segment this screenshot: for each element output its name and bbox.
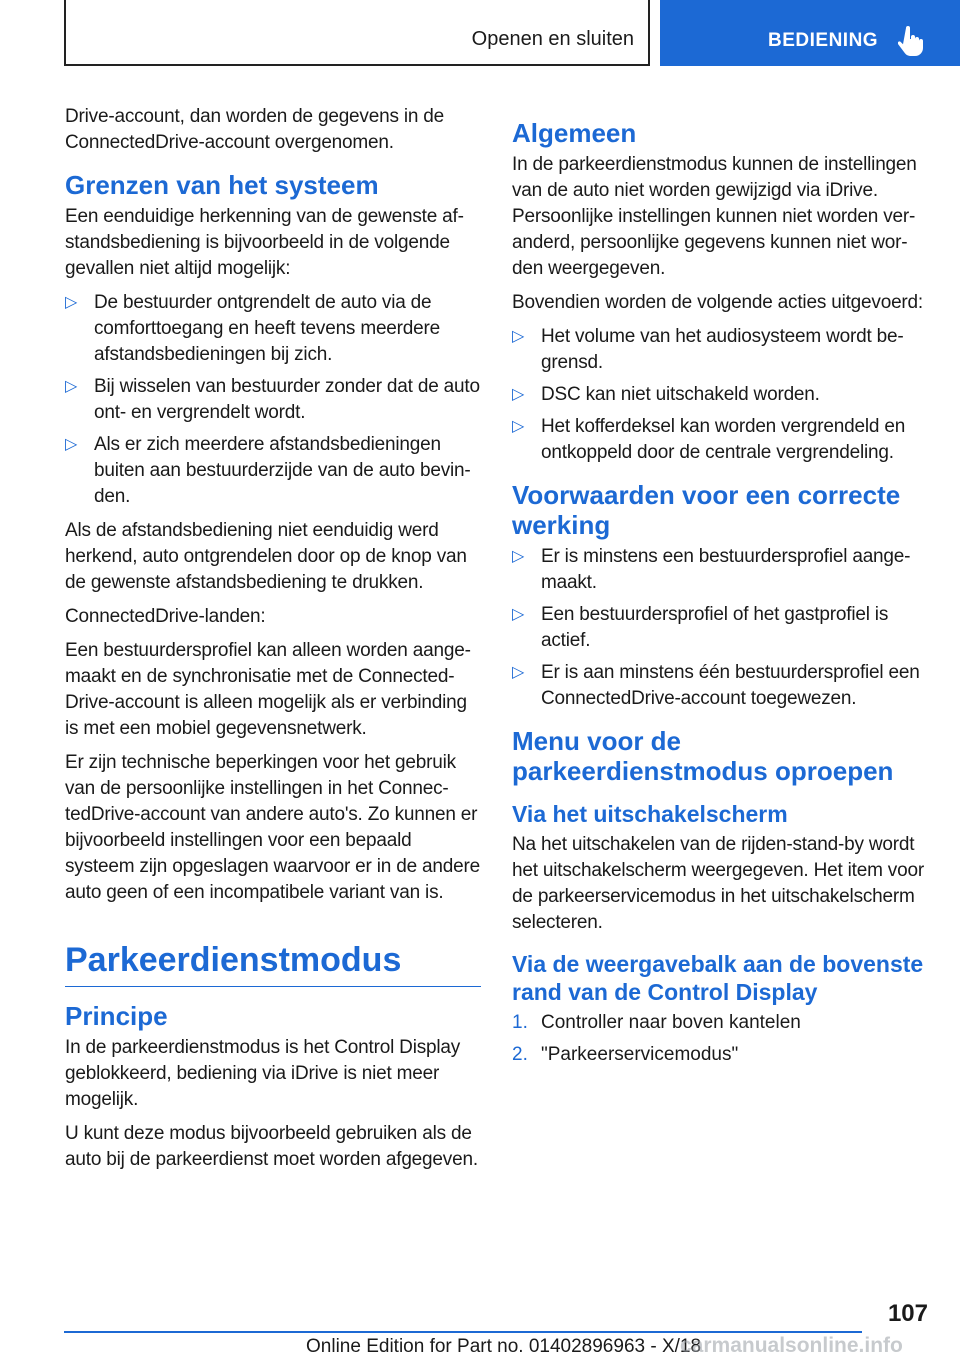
- grenzen-list: [65, 290, 481, 510]
- list-item: ▷ Als er zich meerdere afstandsbedieningen buiten aan bestuurderzijde van de auto bevinden.: [65, 434, 471, 507]
- right-column: [512, 104, 930, 1074]
- triangle-bullet-icon: ▷: [65, 436, 78, 453]
- left-column: [65, 104, 481, 1181]
- list-item: ▷ Het volume van het audiosysteem wordt begrensd.: [512, 326, 904, 373]
- step-item: 1. Controller naar boven kantelen: [512, 1010, 930, 1036]
- list-item: ▷ Het kofferdeksel kan worden vergrendeld en ontkoppeld door de centrale vergrendeling.: [512, 416, 906, 463]
- heading-uitschakelscherm: Via het uitschakelscherm: [512, 801, 788, 827]
- triangle-bullet-icon: ▷: [512, 606, 525, 623]
- list-item: ▷ DSC kan niet uitschakeld worden.: [512, 382, 930, 408]
- triangle-bullet-icon: ▷: [65, 378, 78, 395]
- list-item: ▷ Een bestuurdersprofiel of het gastprofiel is actief.: [512, 604, 889, 651]
- hand-pointer-icon: [898, 26, 924, 56]
- grenzen-paragraph-3: ConnectedDrive-landen:: [65, 606, 266, 627]
- triangle-bullet-icon: ▷: [512, 418, 525, 435]
- grenzen-paragraph-5: Er zijn technische beperkingen voor het gebruik van de persoonlijke instellingen in het ConnectedDrive-account van andere auto's. Zo kunnen er bijvoorbeeld instellingen voor een bepaald systeem zijn opgeslagen waarvoor er in de andere auto geen of een incompatibele variant van is.: [65, 752, 480, 903]
- uitschakelscherm-paragraph: Na het uitschakelen van de rijden-stand-by wordt het uitschakelscherm weergegeven. Het item voor de parkeerservicemodus in het uitschakelscherm selecteren.: [512, 834, 924, 933]
- header-section-box: [64, 0, 650, 66]
- algemeen-paragraph-2: Bovendien worden de volgende acties uitgevoerd:: [512, 292, 924, 313]
- list-item: ▷ Er is aan minstens één bestuurdersprofiel een ConnectedDrive-account toegewezen.: [512, 662, 920, 709]
- page-number: 107: [887, 1300, 928, 1327]
- chapter-title: Parkeerdienstmodus: [65, 940, 481, 987]
- heading-principe: Principe: [65, 1001, 168, 1031]
- header-chapter-tab[interactable]: [660, 0, 960, 66]
- list-item: ▷ Er is minstens een bestuurdersprofiel aangemaakt.: [512, 546, 911, 593]
- grenzen-paragraph-1: Een eenduidige herkenning van de gewenste afstandsbediening is bijvoorbeeld in de volgende gevallen niet altijd mogelijk:: [65, 206, 464, 279]
- intro-paragraph: Drive-account, dan worden de gegevens in de ConnectedDrive-account overgenomen.: [65, 106, 445, 153]
- step-item: 2. "Parkeerservicemodus": [512, 1042, 930, 1068]
- heading-menu: Menu voor de parkeerdienstmodus oproepen: [512, 726, 894, 786]
- triangle-bullet-icon: ▷: [512, 328, 525, 345]
- step-number: 1.: [512, 1012, 528, 1033]
- algemeen-list: [512, 324, 930, 466]
- heading-weergavebalk: Via de weergavebalk aan de bovenste rand van de Control Display: [512, 951, 924, 1005]
- grenzen-paragraph-2: Als de afstandsbediening niet eenduidig werd herkend, auto ontgrendelen door op de knop van de gewenste afstandsbediening te drukken.: [65, 520, 467, 593]
- triangle-bullet-icon: ▷: [512, 548, 525, 565]
- principe-paragraph-1: In de parkeerdienstmodus is het Control Display geblokkeerd, bediening via iDrive is niet meer mogelijk.: [65, 1037, 461, 1110]
- watermark: carmanualsonline.info: [680, 1334, 903, 1357]
- algemeen-paragraph-1: In de parkeerdienstmodus kunnen de instellingen van de auto niet worden gewijzigd via iDrive. Persoonlijke instellingen kunnen niet worden veranderd, persoonlijke gegevens kunnen niet worden weergegeven.: [512, 154, 917, 279]
- footer-edition: Online Edition for Part no. 01402896963 - X/18: [306, 1336, 702, 1357]
- triangle-bullet-icon: ▷: [512, 386, 525, 403]
- principe-paragraph-2: U kunt deze modus bijvoorbeeld gebruiken als de auto bij de parkeerdienst moet worden afgegeven.: [65, 1123, 478, 1170]
- heading-voorwaarden: Voorwaarden voor een correcte werking: [512, 480, 901, 540]
- list-item: ▷ Bij wisselen van bestuurder zonder dat de auto ont- en vergrendelt wordt.: [65, 376, 480, 423]
- grenzen-paragraph-4: Een bestuurdersprofiel kan alleen worden aangemaakt en de synchronisatie met de ConnectedDrive-account is alleen mogelijk als er verbinding is met een mobiel gegevensnetwerk.: [65, 640, 471, 739]
- header-chapter-title: BEDIENING: [768, 30, 879, 51]
- step-number: 2.: [512, 1044, 528, 1065]
- triangle-bullet-icon: ▷: [512, 664, 525, 681]
- footer-divider: [64, 1331, 862, 1333]
- heading-algemeen: Algemeen: [512, 118, 637, 148]
- triangle-bullet-icon: ▷: [65, 294, 78, 311]
- voorwaarden-list: [512, 544, 930, 712]
- header-section-title: Openen en sluiten: [471, 28, 634, 50]
- list-item: ▷ De bestuurder ontgrendelt de auto via de comforttoegang en heeft tevens meerdere afstandsbedieningen bij zich.: [65, 292, 441, 365]
- steps-list: [512, 1010, 930, 1068]
- heading-grenzen: Grenzen van het systeem: [65, 170, 379, 200]
